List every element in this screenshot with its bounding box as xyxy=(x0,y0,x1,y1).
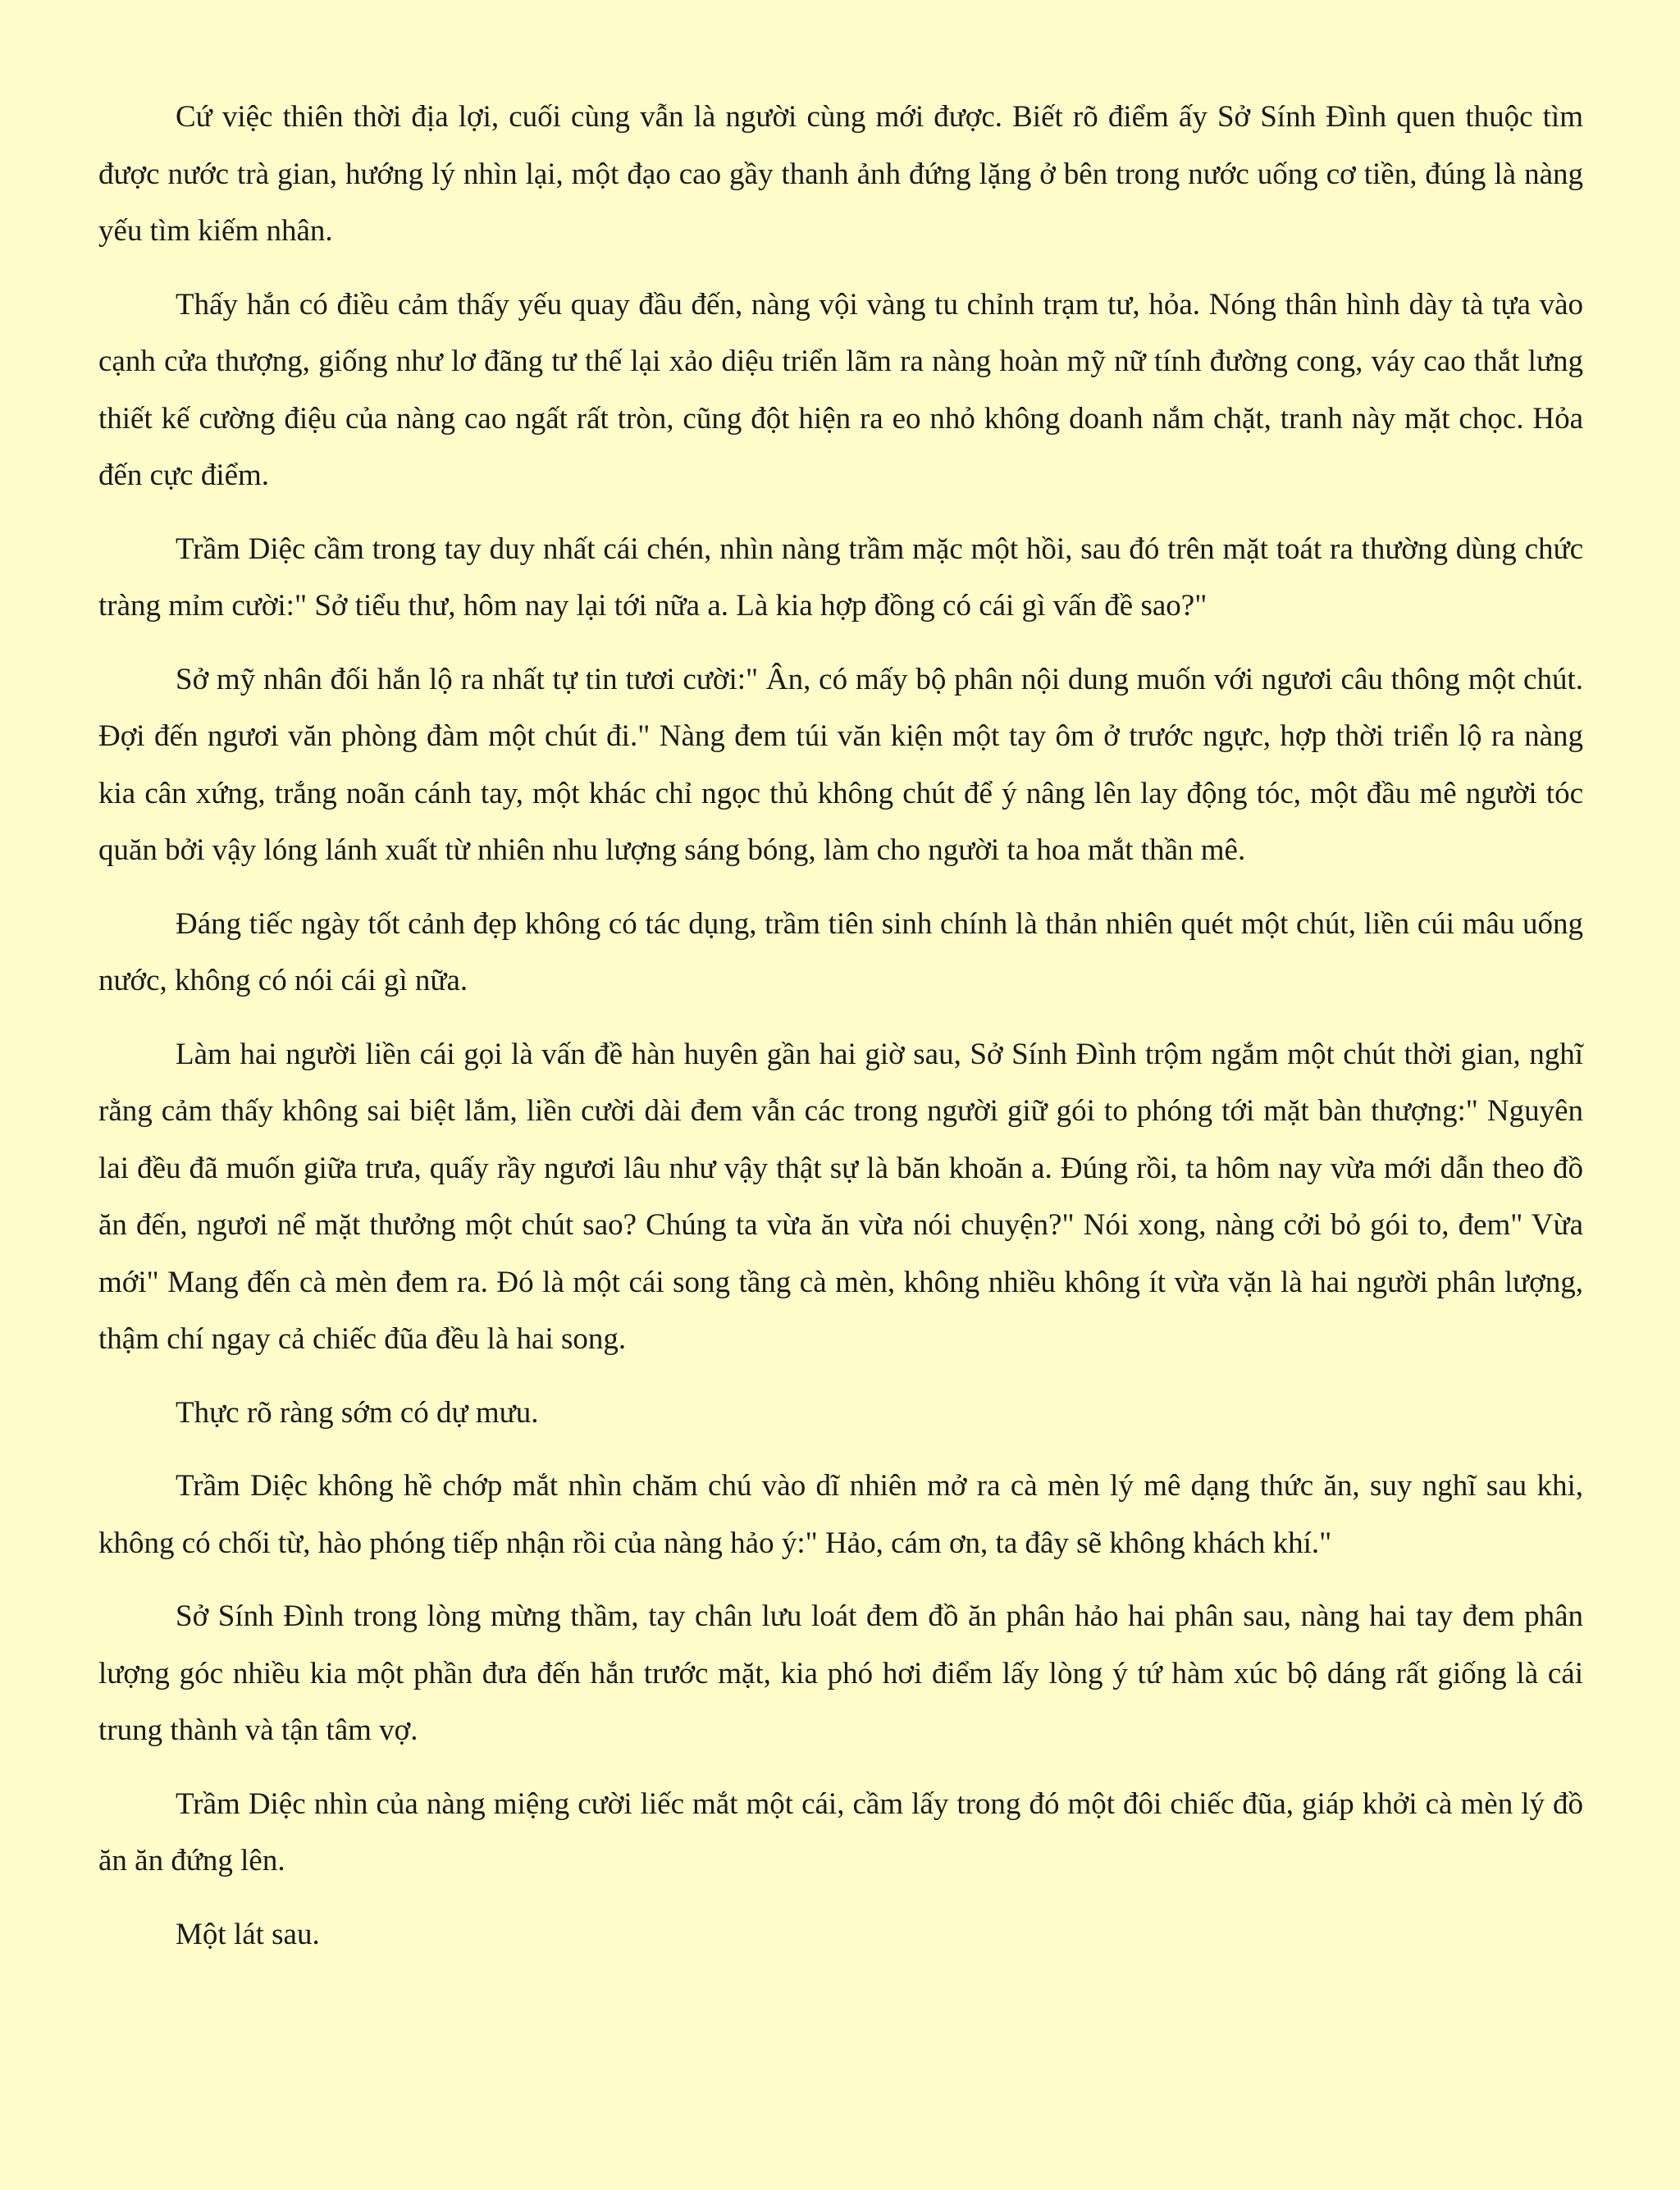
paragraph: Trầm Diệc không hề chớp mắt nhìn chăm chú vào dĩ nhiên mở ra cà mèn lý mê dạng thức ăn, suy nghĩ sau khi, không có chối từ, hào phóng tiếp nhận rồi của nàng hảo ý:" Hảo, cám ơn, ta đây sẽ không khách khí." xyxy=(98,1469,1583,1560)
text-body xyxy=(98,89,1583,1979)
paragraph: Cứ việc thiên thời địa lợi, cuối cùng vẫn là người cùng mới được. Biết rõ điểm ấy Sở Sính Đình quen thuộc tìm được nước trà gian, hướng lý nhìn lại, một đạo cao gầy thanh ảnh đứng lặng ở bên trong nước uống cơ tiền, đúng là nàng yếu tìm kiếm nhân. xyxy=(98,100,1583,248)
paragraph: Làm hai người liền cái gọi là vấn đề hàn huyên gần hai giờ sau, Sở Sính Đình trộm ngắm một chút thời gian, nghĩ rằng cảm thấy không sai biệt lắm, liền cười dài đem vẫn các trong người giữ gói to phóng tới mặt bàn thượng:" Nguyên lai đều đã muốn giữa trưa, quấy rầy ngươi lâu như vậy thật sự là băn khoăn a. Đúng rồi, ta hôm nay vừa mới dẫn theo đồ ăn đến, ngươi nể mặt thưởng một chút sao? Chúng ta vừa ăn vừa nói chuyện?" Nói xong, nàng cởi bỏ gói to, đem" Vừa mới" Mang đến cà mèn đem ra. Đó là một cái song tầng cà mèn, không nhiều không ít vừa vặn là hai người phân lượng, thậm chí ngay cả chiếc đũa đều là hai song. xyxy=(98,1037,1583,1356)
paragraph: Thấy hắn có điều cảm thấy yếu quay đầu đến, nàng vội vàng tu chỉnh trạm tư, hỏa. Nóng thân hình dày tà tựa vào cạnh cửa thượng, giống như lơ đãng tư thế lại xảo diệu triển lãm ra nàng hoàn mỹ nữ tính đường cong, váy cao thắt lưng thiết kế cường điệu của nàng cao ngất rất tròn, cũng đột hiện ra eo nhỏ không doanh nắm chặt, tranh này mặt chọc. Hỏa đến cực điểm. xyxy=(98,287,1583,492)
paragraph: Một lát sau. xyxy=(176,1917,320,1951)
paragraph: Trầm Diệc cầm trong tay duy nhất cái chén, nhìn nàng trầm mặc một hồi, sau đó trên mặt toát ra thường dùng chức tràng mỉm cười:" Sở tiểu thư, hôm nay lại tới nữa a. Là kia hợp đồng có cái gì vấn đề sao?" xyxy=(98,532,1583,623)
paragraph: Đáng tiếc ngày tốt cảnh đẹp không có tác dụng, trầm tiên sinh chính là thản nhiên quét một chút, liền cúi mâu uống nước, không có nói cái gì nữa. xyxy=(98,906,1583,997)
paragraph: Sở Sính Đình trong lòng mừng thầm, tay chân lưu loát đem đồ ăn phân hảo hai phân sau, nàng hai tay đem phân lượng góc nhiều kia một phần đưa đến hắn trước mặt, kia phó hơi điểm lấy lòng ý tứ hàm xúc bộ dáng rất giống là cái trung thành và tận tâm vợ. xyxy=(98,1599,1583,1747)
paragraph: Sở mỹ nhân đối hắn lộ ra nhất tự tin tươi cười:" Ân, có mấy bộ phân nội dung muốn với ngươi câu thông một chút. Đợi đến ngươi văn phòng đàm một chút đi." Nàng đem túi văn kiện một tay ôm ở trước ngực, hợp thời triển lộ ra nàng kia cân xứng, trắng noãn cánh tay, một khác chỉ ngọc thủ không chút để ý nâng lên lay động tóc, một đầu mê người tóc quăn bởi vậy lóng lánh xuất từ nhiên nhu lượng sáng bóng, làm cho người ta hoa mắt thần mê. xyxy=(98,662,1583,867)
paragraph: Thực rõ ràng sớm có dự mưu. xyxy=(176,1395,539,1430)
paragraph: Trầm Diệc nhìn của nàng miệng cười liếc mắt một cái, cầm lấy trong đó một đôi chiếc đũa, giáp khởi cà mèn lý đồ ăn ăn đứng lên. xyxy=(98,1786,1583,1877)
